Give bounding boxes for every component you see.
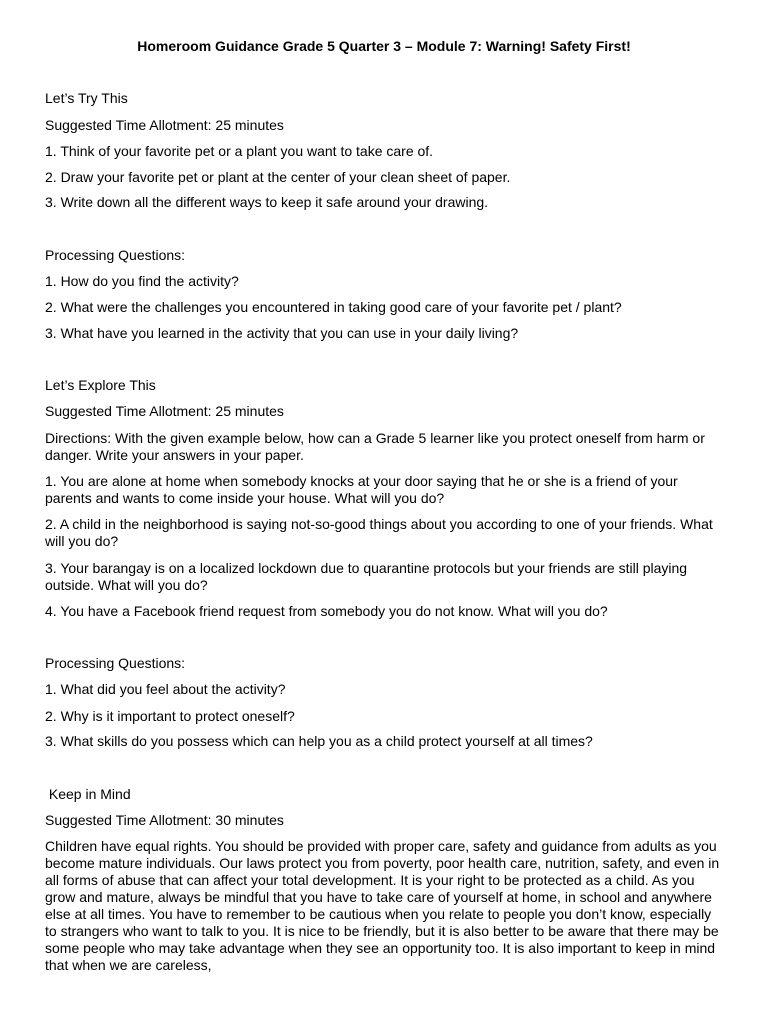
section-heading-lets-explore: Let’s Explore This <box>45 377 156 393</box>
list-item: 3. What have you learned in the activity that you can use in your daily living? <box>45 325 519 341</box>
list-item: 2. A child in the neighborhood is saying not-so-good things about you according to one of your friends. What will you do? <box>45 516 713 549</box>
list-item: 2. Why is it important to protect oneself? <box>45 708 295 724</box>
time-allotment: Suggested Time Allotment: 25 minutes <box>45 117 284 133</box>
directions-paragraph: Directions: With the given example below, how can a Grade 5 learner like you protect oneself from harm or danger. Write your answers in your paper. <box>45 430 705 463</box>
list-item: 2. Draw your favorite pet or plant at the center of your clean sheet of paper. <box>45 169 511 185</box>
list-item: 2. What were the challenges you encountered in taking good care of your favorite pet / plant? <box>45 299 622 315</box>
list-item: 1. You are alone at home when somebody knocks at your door saying that he or she is a friend of your parents and wants to come inside your house. What will you do? <box>45 473 678 506</box>
list-item: 1. Think of your favorite pet or a plant you want to take care of. <box>45 143 434 159</box>
page-title: Homeroom Guidance Grade 5 Quarter 3 – Module 7: Warning! Safety First! <box>137 38 631 54</box>
body-paragraph: Children have equal rights. You should be provided with proper care, safety and guidance from adults as you become mature individuals. Our laws protect you from poverty, poor health care, nutrition, safety, and even in all forms of abuse that can affect your total development. It is your right to be protected as a child. As you grow and mature, always be mindful that you have to take care of yourself at home, in school and anywhere else at all times. You have to remember to be cautious when you relate to people you don’t know, especially to strangers who want to talk to you. It is nice to be friendly, but it is also better to be aware that there may be some people who may take advantage when they see an opportunity too. It is also important to keep in mind that when we are careless, <box>45 838 720 973</box>
list-item: 4. You have a Facebook friend request from somebody you do not know. What will you do? <box>45 603 608 619</box>
section-heading-processing-questions: Processing Questions: <box>45 247 186 263</box>
section-heading-keep-in-mind: Keep in Mind <box>45 786 131 802</box>
time-allotment: Suggested Time Allotment: 30 minutes <box>45 812 284 828</box>
section-heading-processing-questions: Processing Questions: <box>45 655 186 671</box>
list-item: 3. What skills do you possess which can help you as a child protect yourself at all times? <box>45 733 593 749</box>
section-heading-lets-try: Let’s Try This <box>45 90 128 106</box>
list-item: 1. How do you find the activity? <box>45 273 239 289</box>
list-item: 1. What did you feel about the activity? <box>45 681 286 697</box>
list-item: 3. Your barangay is on a localized lockdown due to quarantine protocols but your friends are still playing outside. What will you do? <box>45 560 688 593</box>
time-allotment: Suggested Time Allotment: 25 minutes <box>45 403 284 419</box>
list-item: 3. Write down all the different ways to keep it safe around your drawing. <box>45 194 489 210</box>
